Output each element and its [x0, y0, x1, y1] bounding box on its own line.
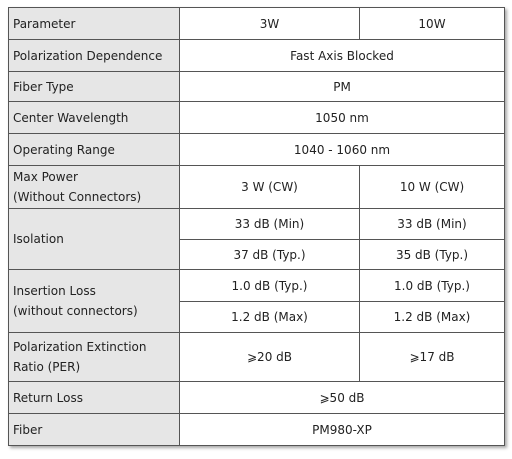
table-row-insertion-loss-typ: [9, 270, 505, 302]
table-row-header: [9, 8, 505, 40]
header-3w-cell: 3W: [180, 8, 360, 40]
max-power-label: [9, 166, 180, 209]
return-loss-value: ⩾50 dB: [180, 382, 505, 414]
insertion-loss-max-3w: 1.2 dB (Max): [180, 302, 360, 333]
table-row-isolation-min: [9, 209, 505, 240]
fiber-type-label: Fiber Type: [9, 72, 180, 102]
insertion-loss-label-line2: (without connectors): [13, 304, 138, 318]
max-power-10w: 10 W (CW): [360, 166, 505, 209]
spec-table-container: [8, 7, 505, 446]
header-parameter-cell: Parameter: [9, 8, 180, 40]
per-label: [9, 333, 180, 382]
table-row-operating-range: [9, 134, 505, 166]
per-10w: ⩾17 dB: [360, 333, 505, 382]
center-wavelength-label: Center Wavelength: [9, 102, 180, 134]
table-row-per: [9, 333, 505, 382]
table-row-max-power: [9, 166, 505, 209]
fiber-label: Fiber: [9, 414, 180, 446]
insertion-loss-label-line1: Insertion Loss: [13, 284, 96, 298]
header-10w-cell: 10W: [360, 8, 505, 40]
center-wavelength-value: 1050 nm: [180, 102, 505, 134]
isolation-min-10w: 33 dB (Min): [360, 209, 505, 240]
insertion-loss-typ-3w: 1.0 dB (Typ.): [180, 270, 360, 302]
insertion-loss-max-10w: 1.2 dB (Max): [360, 302, 505, 333]
insertion-loss-label: [9, 270, 180, 333]
table-row-polarization-dependence: [9, 40, 505, 72]
per-3w: ⩾20 dB: [180, 333, 360, 382]
max-power-3w: 3 W (CW): [180, 166, 360, 209]
max-power-label-line1: Max Power: [13, 170, 78, 184]
operating-range-value: 1040 - 1060 nm: [180, 134, 505, 166]
max-power-label-line2: (Without Connectors): [13, 190, 142, 204]
per-label-line2: Ratio (PER): [13, 360, 81, 374]
return-loss-label: Return Loss: [9, 382, 180, 414]
polarization-dependence-label: Polarization Dependence: [9, 40, 180, 72]
table-row-fiber-type: [9, 72, 505, 102]
polarization-dependence-value: Fast Axis Blocked: [180, 40, 505, 72]
table-row-return-loss: [9, 382, 505, 414]
per-label-line1: Polarization Extinction: [13, 340, 147, 354]
table-row-fiber: [9, 414, 505, 446]
table-row-center-wavelength: [9, 102, 505, 134]
isolation-label: Isolation: [9, 209, 180, 270]
fiber-type-value: PM: [180, 72, 505, 102]
fiber-value: PM980-XP: [180, 414, 505, 446]
isolation-min-3w: 33 dB (Min): [180, 209, 360, 240]
isolation-typ-3w: 37 dB (Typ.): [180, 240, 360, 270]
insertion-loss-typ-10w: 1.0 dB (Typ.): [360, 270, 505, 302]
isolation-typ-10w: 35 dB (Typ.): [360, 240, 505, 270]
operating-range-label: Operating Range: [9, 134, 180, 166]
spec-table: [8, 7, 505, 446]
